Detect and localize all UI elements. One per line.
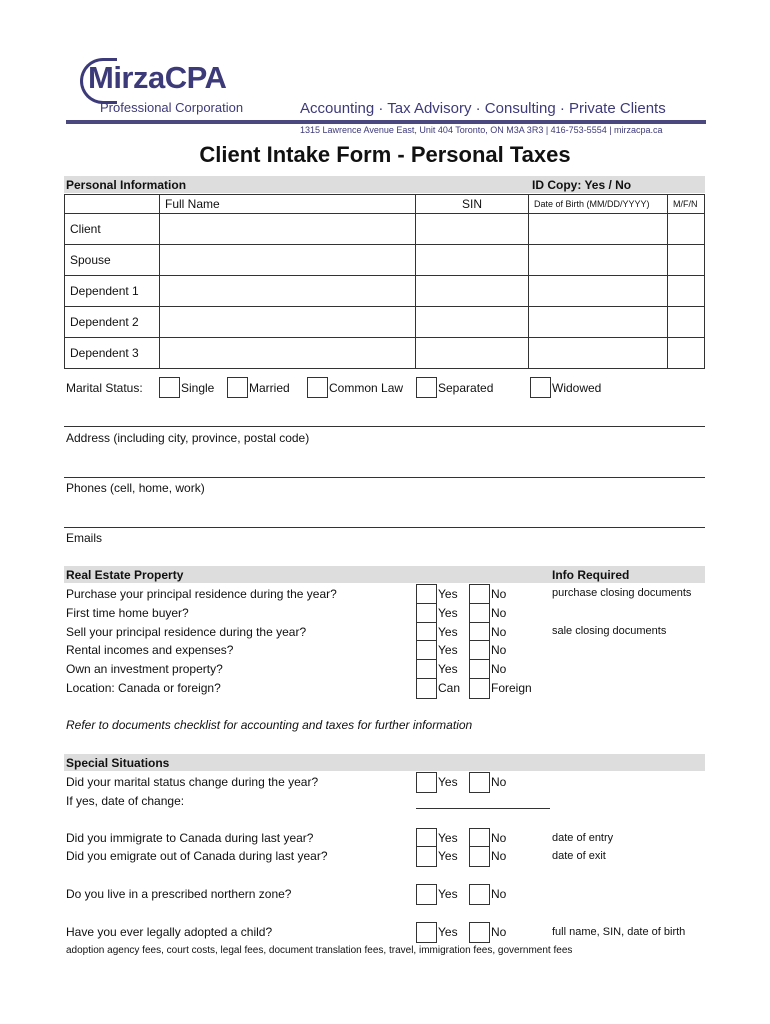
id-copy-label: ID Copy: Yes / No	[532, 178, 632, 192]
yes-checkbox[interactable]	[416, 640, 437, 661]
dob-cell[interactable]	[529, 245, 668, 276]
common-law-checkbox[interactable]	[307, 377, 328, 398]
phones-label: Phones (cell, home, work)	[66, 481, 205, 495]
separated-label: Separated	[438, 381, 494, 395]
personal-section-title: Personal Information	[66, 178, 187, 192]
entry-info: date of entry	[552, 832, 614, 844]
yes-label: Yes	[438, 625, 458, 639]
no-label: No	[491, 831, 507, 845]
no-checkbox[interactable]	[469, 772, 490, 793]
date-change-line[interactable]	[416, 808, 550, 809]
row-label: Dependent 2	[65, 307, 160, 338]
no-label: No	[491, 925, 507, 939]
logo-subtitle: Professional Corporation	[100, 100, 244, 115]
yes-label: Yes	[438, 643, 458, 657]
gender-cell[interactable]	[668, 214, 705, 245]
yes-label: Yes	[438, 662, 458, 676]
col-full-name: Full Name	[160, 195, 416, 214]
table-row	[65, 307, 705, 338]
yes-checkbox[interactable]	[416, 922, 437, 943]
sin-cell[interactable]	[416, 276, 529, 307]
no-label: No	[491, 849, 507, 863]
common-law-label: Common Law	[329, 381, 404, 395]
special-section-title: Special Situations	[66, 756, 170, 770]
marital-status-label: Marital Status:	[66, 381, 143, 395]
yes-checkbox[interactable]	[416, 772, 437, 793]
foreign-label: Foreign	[491, 681, 532, 695]
table-row	[65, 338, 705, 369]
name-cell[interactable]	[160, 276, 416, 307]
no-label: No	[491, 662, 507, 676]
address-label: Address (including city, province, postal code)	[66, 431, 310, 445]
info-text: purchase closing documents	[552, 587, 692, 599]
exit-info: date of exit	[552, 850, 606, 862]
single-checkbox[interactable]	[159, 377, 180, 398]
adopted-question: Have you ever legally adopted a child?	[66, 925, 273, 939]
gender-cell[interactable]	[668, 338, 705, 369]
married-label: Married	[249, 381, 290, 395]
gender-cell[interactable]	[668, 276, 705, 307]
sin-cell[interactable]	[416, 338, 529, 369]
yes-label: Yes	[438, 887, 458, 901]
col-sin: SIN	[416, 195, 529, 214]
single-label: Single	[181, 381, 215, 395]
marital-change-question: Did your marital status change during the year?	[66, 775, 319, 789]
phones-line[interactable]	[64, 477, 705, 478]
gender-cell[interactable]	[668, 307, 705, 338]
no-checkbox[interactable]	[469, 922, 490, 943]
table-row	[65, 245, 705, 276]
sin-cell[interactable]	[416, 307, 529, 338]
dob-cell[interactable]	[529, 276, 668, 307]
no-label: No	[491, 587, 507, 601]
yes-checkbox[interactable]	[416, 584, 437, 605]
emigrate-question: Did you emigrate out of Canada during last year?	[66, 849, 328, 863]
no-checkbox[interactable]	[469, 640, 490, 661]
col-gender: M/F/N	[668, 195, 705, 214]
form-title: Client Intake Form - Personal Taxes	[199, 142, 571, 167]
sin-cell[interactable]	[416, 214, 529, 245]
widowed-checkbox[interactable]	[530, 377, 551, 398]
table-row	[65, 276, 705, 307]
dob-cell[interactable]	[529, 338, 668, 369]
row-label: Spouse	[65, 245, 160, 276]
foreign-checkbox[interactable]	[469, 678, 490, 699]
no-label: No	[491, 775, 507, 789]
married-checkbox[interactable]	[227, 377, 248, 398]
dob-cell[interactable]	[529, 214, 668, 245]
no-checkbox[interactable]	[469, 846, 490, 867]
yes-label: Yes	[438, 831, 458, 845]
no-checkbox[interactable]	[469, 603, 490, 624]
yes-checkbox[interactable]	[416, 659, 437, 680]
sin-cell[interactable]	[416, 245, 529, 276]
name-cell[interactable]	[160, 307, 416, 338]
question-label: Purchase your principal residence during the year?	[66, 587, 337, 601]
no-checkbox[interactable]	[469, 884, 490, 905]
address-line[interactable]	[64, 426, 705, 427]
date-change-label: If yes, date of change:	[66, 794, 185, 808]
separated-checkbox[interactable]	[416, 377, 437, 398]
yes-checkbox[interactable]	[416, 884, 437, 905]
yes-label: Yes	[438, 775, 458, 789]
emails-label: Emails	[66, 531, 103, 545]
name-cell[interactable]	[160, 214, 416, 245]
yes-label: Yes	[438, 925, 458, 939]
info-text: sale closing documents	[552, 625, 667, 637]
adopted-info: full name, SIN, date of birth	[552, 926, 686, 938]
yes-label: Yes	[438, 849, 458, 863]
adoption-fees-note: adoption agency fees, court costs, legal fees, document translation fees, travel, immigration fees, government fees	[66, 945, 573, 956]
col-dob: Date of Birth (MM/DD/YYYY)	[529, 195, 668, 214]
dob-cell[interactable]	[529, 307, 668, 338]
emails-line[interactable]	[64, 527, 705, 528]
name-cell[interactable]	[160, 338, 416, 369]
immigrate-question: Did you immigrate to Canada during last year?	[66, 831, 314, 845]
company-address: 1315 Lawrence Avenue East, Unit 404 Toronto, ON M3A 3R3 | 416-753-5554 | mirzacpa.ca	[300, 125, 663, 135]
no-label: No	[491, 625, 507, 639]
name-cell[interactable]	[160, 245, 416, 276]
widowed-label: Widowed	[552, 381, 602, 395]
canada-checkbox[interactable]	[416, 678, 437, 699]
yes-label: Yes	[438, 587, 458, 601]
row-label: Dependent 1	[65, 276, 160, 307]
company-logo: MirzaCPA	[88, 60, 227, 95]
no-label: No	[491, 887, 507, 901]
row-label: Client	[65, 214, 160, 245]
question-label: Rental incomes and expenses?	[66, 643, 234, 657]
no-checkbox[interactable]	[469, 659, 490, 680]
no-label: No	[491, 643, 507, 657]
no-checkbox[interactable]	[469, 584, 490, 605]
question-label: First time home buyer?	[66, 606, 189, 620]
gender-cell[interactable]	[668, 245, 705, 276]
info-required-header: Info Required	[552, 568, 630, 582]
northern-question: Do you live in a prescribed northern zone?	[66, 887, 292, 901]
yes-label: Yes	[438, 606, 458, 620]
row-label: Dependent 3	[65, 338, 160, 369]
question-label: Sell your principal residence during the year?	[66, 625, 307, 639]
yes-checkbox[interactable]	[416, 846, 437, 867]
canada-label: Can	[438, 681, 461, 695]
personal-table	[64, 194, 705, 369]
checklist-note: Refer to documents checklist for accounting and taxes for further information	[66, 718, 473, 732]
question-label: Own an investment property?	[66, 662, 223, 676]
table-row	[65, 214, 705, 245]
header-divider	[66, 120, 706, 124]
no-label: No	[491, 606, 507, 620]
question-label: Location: Canada or foreign?	[66, 681, 221, 695]
real-estate-section-title: Real Estate Property	[66, 568, 184, 582]
yes-checkbox[interactable]	[416, 603, 437, 624]
tagline: Accounting · Tax Advisory · Consulting · Private Clients	[300, 100, 666, 117]
